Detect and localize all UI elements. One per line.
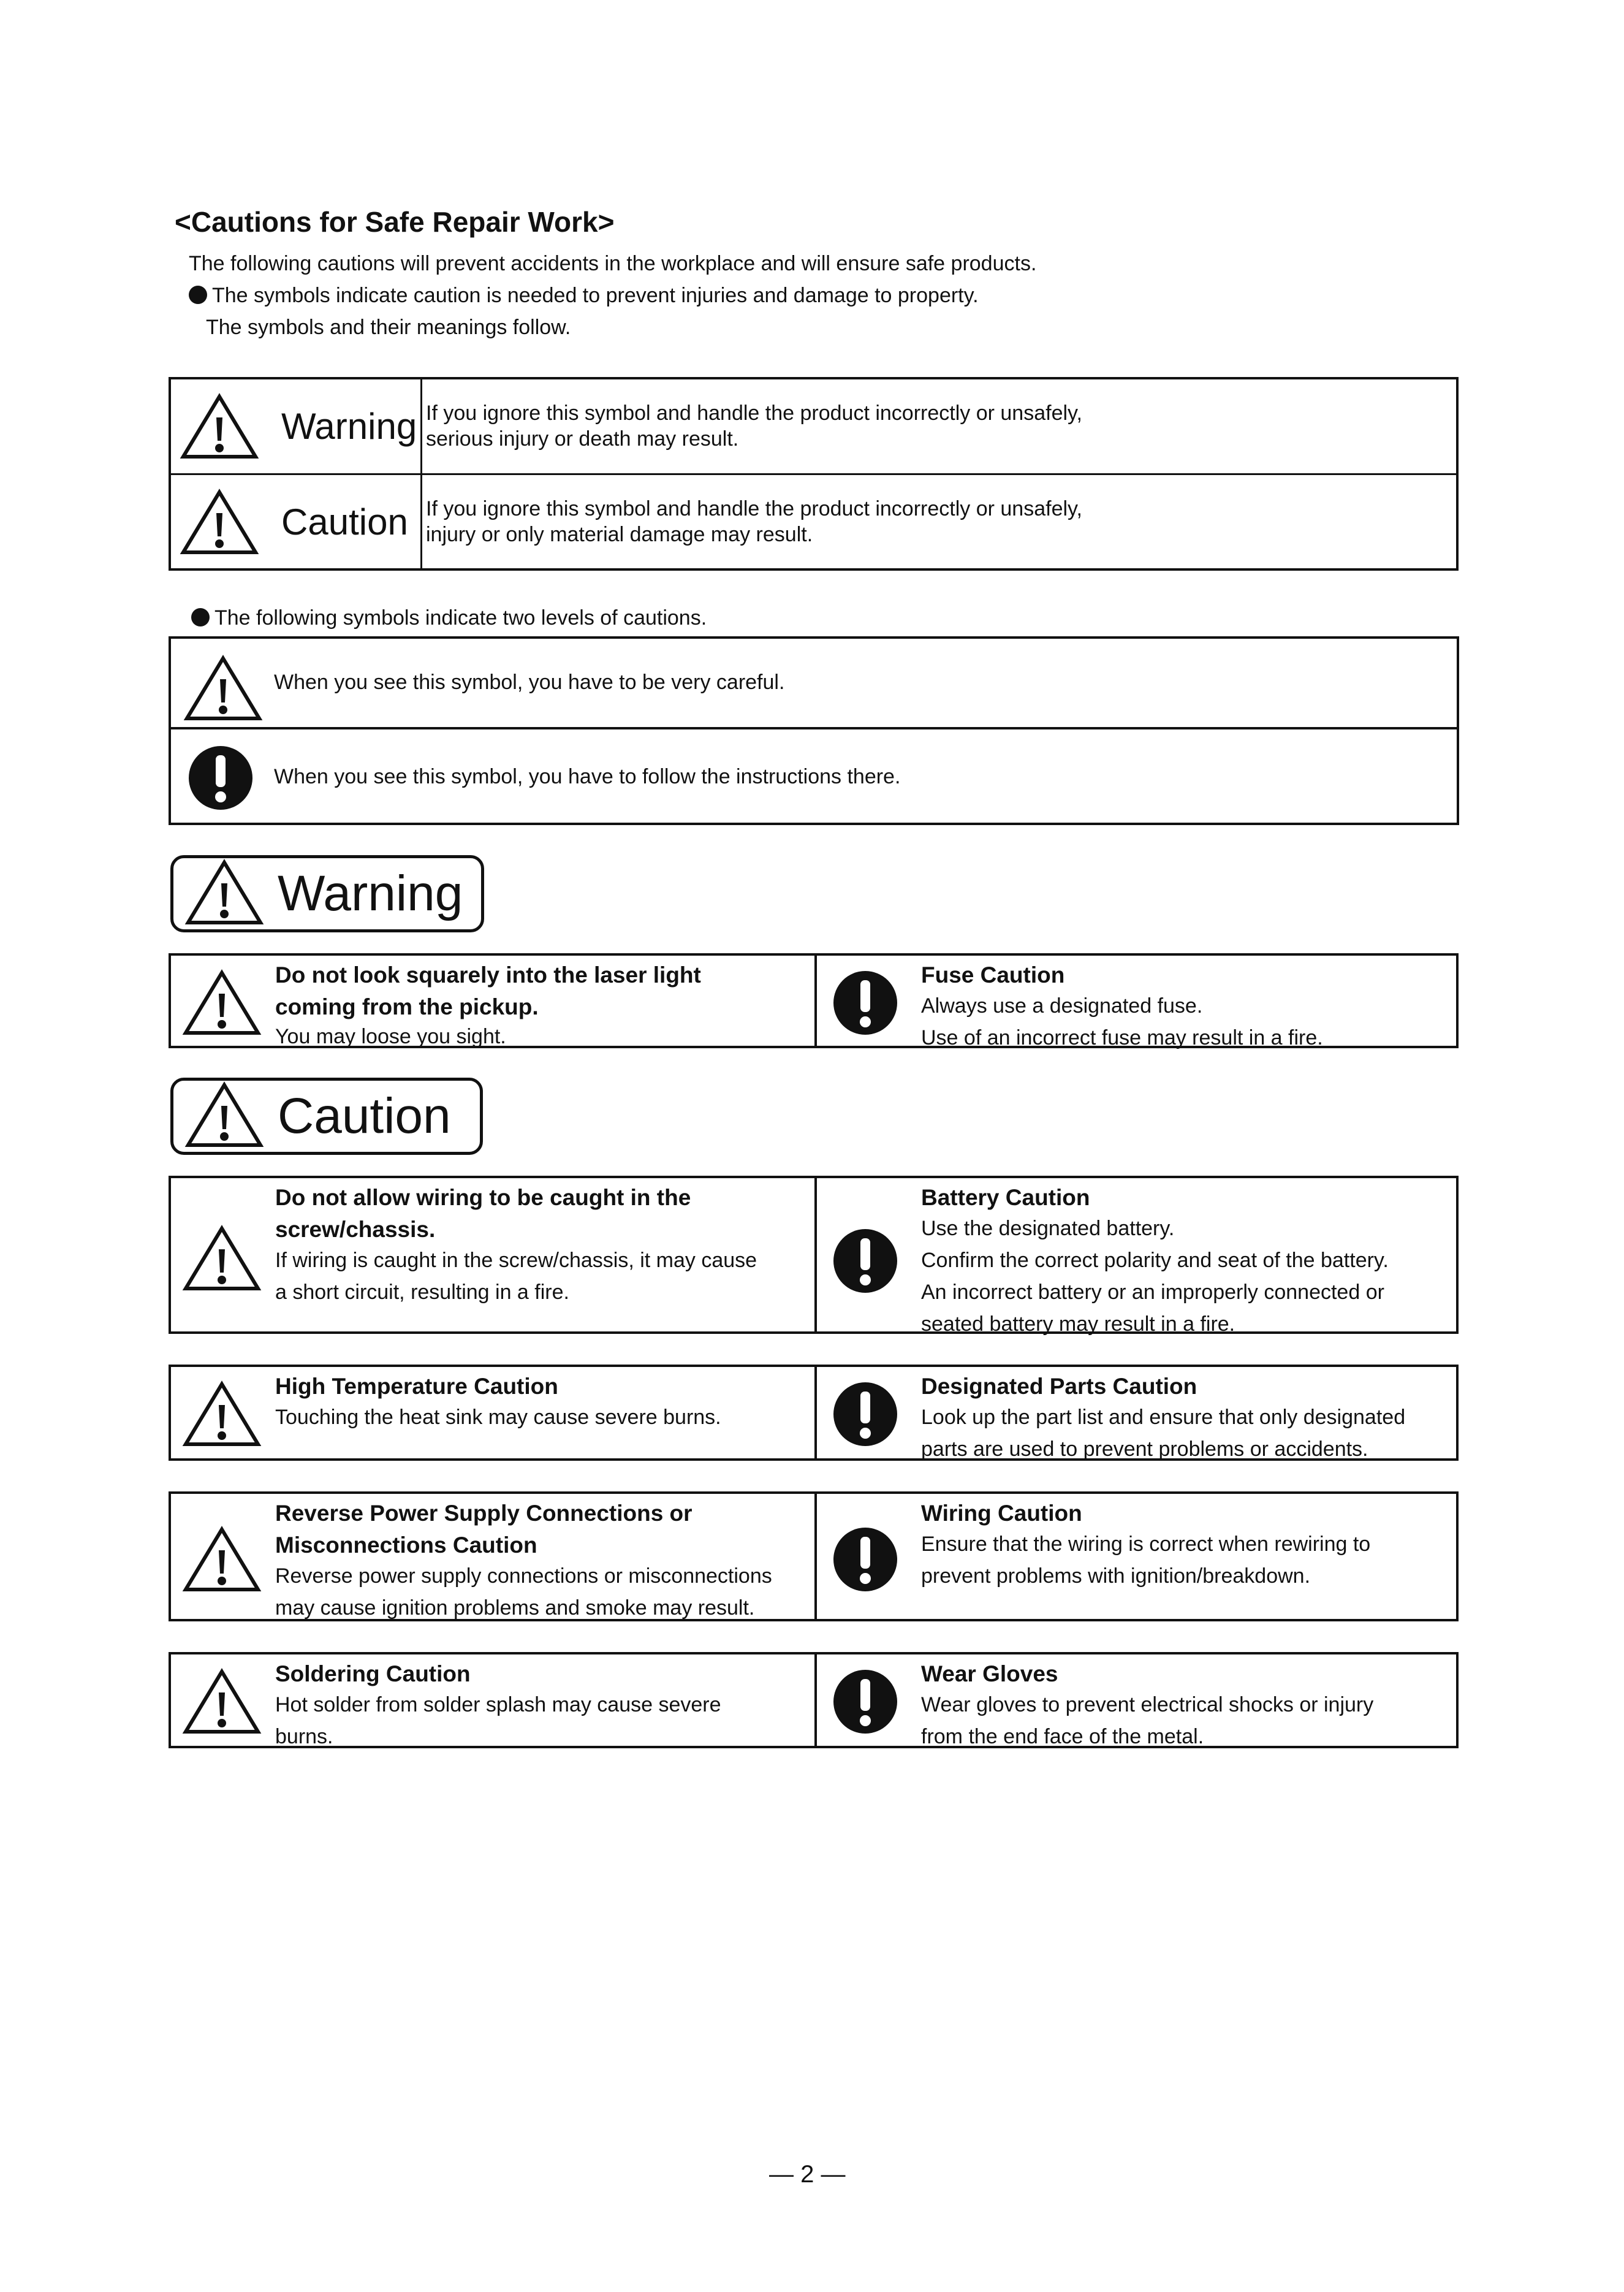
- caution-item-wiring: [817, 1494, 1456, 1619]
- caution-item-wear-gloves: [817, 1654, 1456, 1746]
- caution-item-wiring-caught-title-1: Do not allow wiring to be caught in the: [275, 1185, 691, 1210]
- caution-item-soldering-body-1: Hot solder from solder splash may cause severe: [275, 1693, 721, 1716]
- caution-item-soldering-title: Soldering Caution: [275, 1661, 471, 1686]
- caution-item-designated-parts-body-1: Look up the part list and ensure that only designated: [921, 1406, 1406, 1429]
- caution-item-reverse-power-title-1: Reverse Power Supply Connections or: [275, 1501, 692, 1526]
- caution-item-soldering: [171, 1654, 817, 1746]
- caution-banner: [170, 1078, 483, 1155]
- caution-item-high-temperature: [171, 1367, 817, 1458]
- caution-item-battery-body-1: Use the designated battery.: [921, 1217, 1175, 1240]
- caution-items-row-1: [169, 1176, 1459, 1334]
- warning-item-fuse-title: Fuse Caution: [921, 962, 1065, 988]
- caution-item-high-temperature-title: High Temperature Caution: [275, 1374, 558, 1399]
- warning-item-fuse: [817, 956, 1456, 1049]
- caution-item-reverse-power-body-2: may cause ignition problems and smoke may result.: [275, 1596, 755, 1620]
- warning-triangle-icon: [180, 393, 259, 460]
- symbol-row-instructions: [169, 729, 1459, 825]
- warning-item-laser-title-2: coming from the pickup.: [275, 994, 539, 1019]
- caution-item-battery-body-3: An incorrect battery or an improperly connected or: [921, 1281, 1384, 1304]
- level-desc-warning-1: If you ignore this symbol and handle the product incorrectly or unsafely,: [426, 402, 1082, 425]
- caution-item-wiring-caught-body-2: a short circuit, resulting in a fire.: [275, 1281, 569, 1304]
- caution-item-designated-parts: [817, 1367, 1456, 1461]
- warning-banner: [170, 855, 484, 932]
- caution-item-designated-parts-body-2: parts are used to prevent problems or accidents.: [921, 1437, 1368, 1461]
- exclamation-circle-icon: [832, 1227, 899, 1298]
- exclamation-circle-icon: [832, 1380, 899, 1451]
- symbol-desc-careful: When you see this symbol, you have to be very careful.: [274, 671, 785, 694]
- level-row-caution: [170, 474, 1457, 569]
- warning-banner-label: Warning: [278, 866, 463, 921]
- symbols-intro: The following symbols indicate two levels of cautions.: [191, 606, 707, 630]
- caution-item-battery: [817, 1178, 1456, 1336]
- symbol-desc-instructions: When you see this symbol, you have to follow the instructions there.: [274, 765, 901, 788]
- warning-item-fuse-body-2: Use of an incorrect fuse may result in a fire.: [921, 1026, 1323, 1049]
- warning-item-fuse-body-1: Always use a designated fuse.: [921, 994, 1203, 1018]
- level-desc-warning-2: serious injury or death may result.: [426, 427, 739, 451]
- caution-items-row-2: [169, 1365, 1459, 1461]
- caution-banner-label: Caution: [278, 1088, 451, 1144]
- level-desc-caution-2: injury or only material damage may result.: [426, 522, 813, 546]
- caution-item-soldering-body-2: burns.: [275, 1725, 333, 1748]
- intro-line-1: The following cautions will prevent accidents in the workplace and will ensure safe products.: [189, 252, 1037, 275]
- caution-item-designated-parts-title: Designated Parts Caution: [921, 1374, 1197, 1399]
- caution-item-wiring-caught-body-1: If wiring is caught in the screw/chassis, it may cause: [275, 1249, 757, 1272]
- warning-item-laser-title-1: Do not look squarely into the laser light: [275, 962, 701, 988]
- warning-triangle-icon: [184, 1081, 264, 1152]
- symbol-row-careful: [169, 636, 1459, 729]
- caution-item-wiring-body-2: prevent problems with ignition/breakdown.: [921, 1564, 1311, 1588]
- caution-item-reverse-power: [171, 1494, 817, 1619]
- intro-line-3: The symbols and their meanings follow.: [206, 316, 571, 339]
- caution-items-row-4: [169, 1652, 1459, 1748]
- bullet-icon: [189, 286, 207, 304]
- warning-items: [169, 953, 1459, 1048]
- level-desc-caution-1: If you ignore this symbol and handle the product incorrectly or unsafely,: [426, 497, 1082, 520]
- caution-item-wear-gloves-title: Wear Gloves: [921, 1661, 1058, 1686]
- caution-item-wiring-caught-title-2: screw/chassis.: [275, 1217, 436, 1242]
- bullet-icon: [191, 608, 210, 626]
- caution-item-wiring-caught: [171, 1178, 817, 1331]
- level-label-warning: Warning: [281, 406, 417, 447]
- caution-item-wear-gloves-body-2: from the end face of the metal.: [921, 1725, 1204, 1748]
- caution-item-high-temperature-body: Touching the heat sink may cause severe burns.: [275, 1406, 721, 1429]
- caution-item-battery-title: Battery Caution: [921, 1185, 1090, 1210]
- level-row-warning: [170, 378, 1457, 474]
- exclamation-circle-icon: [832, 1526, 899, 1596]
- warning-triangle-icon: [184, 859, 264, 929]
- caution-item-battery-body-2: Confirm the correct polarity and seat of the battery.: [921, 1249, 1389, 1272]
- caution-item-reverse-power-title-2: Misconnections Caution: [275, 1532, 537, 1558]
- page-heading: <Cautions for Safe Repair Work>: [175, 206, 615, 238]
- warning-triangle-icon: [183, 655, 263, 725]
- warning-item-laser: [171, 956, 817, 1046]
- warning-triangle-icon: [182, 1225, 262, 1295]
- caution-item-reverse-power-body-1: Reverse power supply connections or misconnections: [275, 1564, 772, 1588]
- exclamation-circle-icon: [832, 1668, 899, 1738]
- caution-item-wear-gloves-body-1: Wear gloves to prevent electrical shocks or injury: [921, 1693, 1374, 1716]
- caution-item-wiring-title: Wiring Caution: [921, 1501, 1082, 1526]
- level-label-caution: Caution: [281, 501, 408, 543]
- warning-item-laser-body: You may loose you sight.: [275, 1025, 506, 1048]
- caution-item-wiring-body-1: Ensure that the wiring is correct when rewiring to: [921, 1532, 1371, 1556]
- warning-triangle-icon: [182, 1526, 262, 1596]
- caution-items-row-3: [169, 1491, 1459, 1621]
- page-number: — 2 —: [769, 2161, 846, 2188]
- caution-item-battery-body-4: seated battery may result in a fire.: [921, 1312, 1235, 1336]
- warning-triangle-icon: [182, 1380, 262, 1451]
- intro-line-2: The symbols indicate caution is needed to prevent injuries and damage to property.: [189, 283, 979, 308]
- warning-triangle-icon: [180, 489, 259, 556]
- warning-triangle-icon: [182, 1668, 262, 1738]
- exclamation-circle-icon: [187, 744, 254, 815]
- exclamation-circle-icon: [832, 969, 899, 1040]
- levels-table: [169, 377, 1459, 571]
- warning-triangle-icon: [182, 969, 262, 1040]
